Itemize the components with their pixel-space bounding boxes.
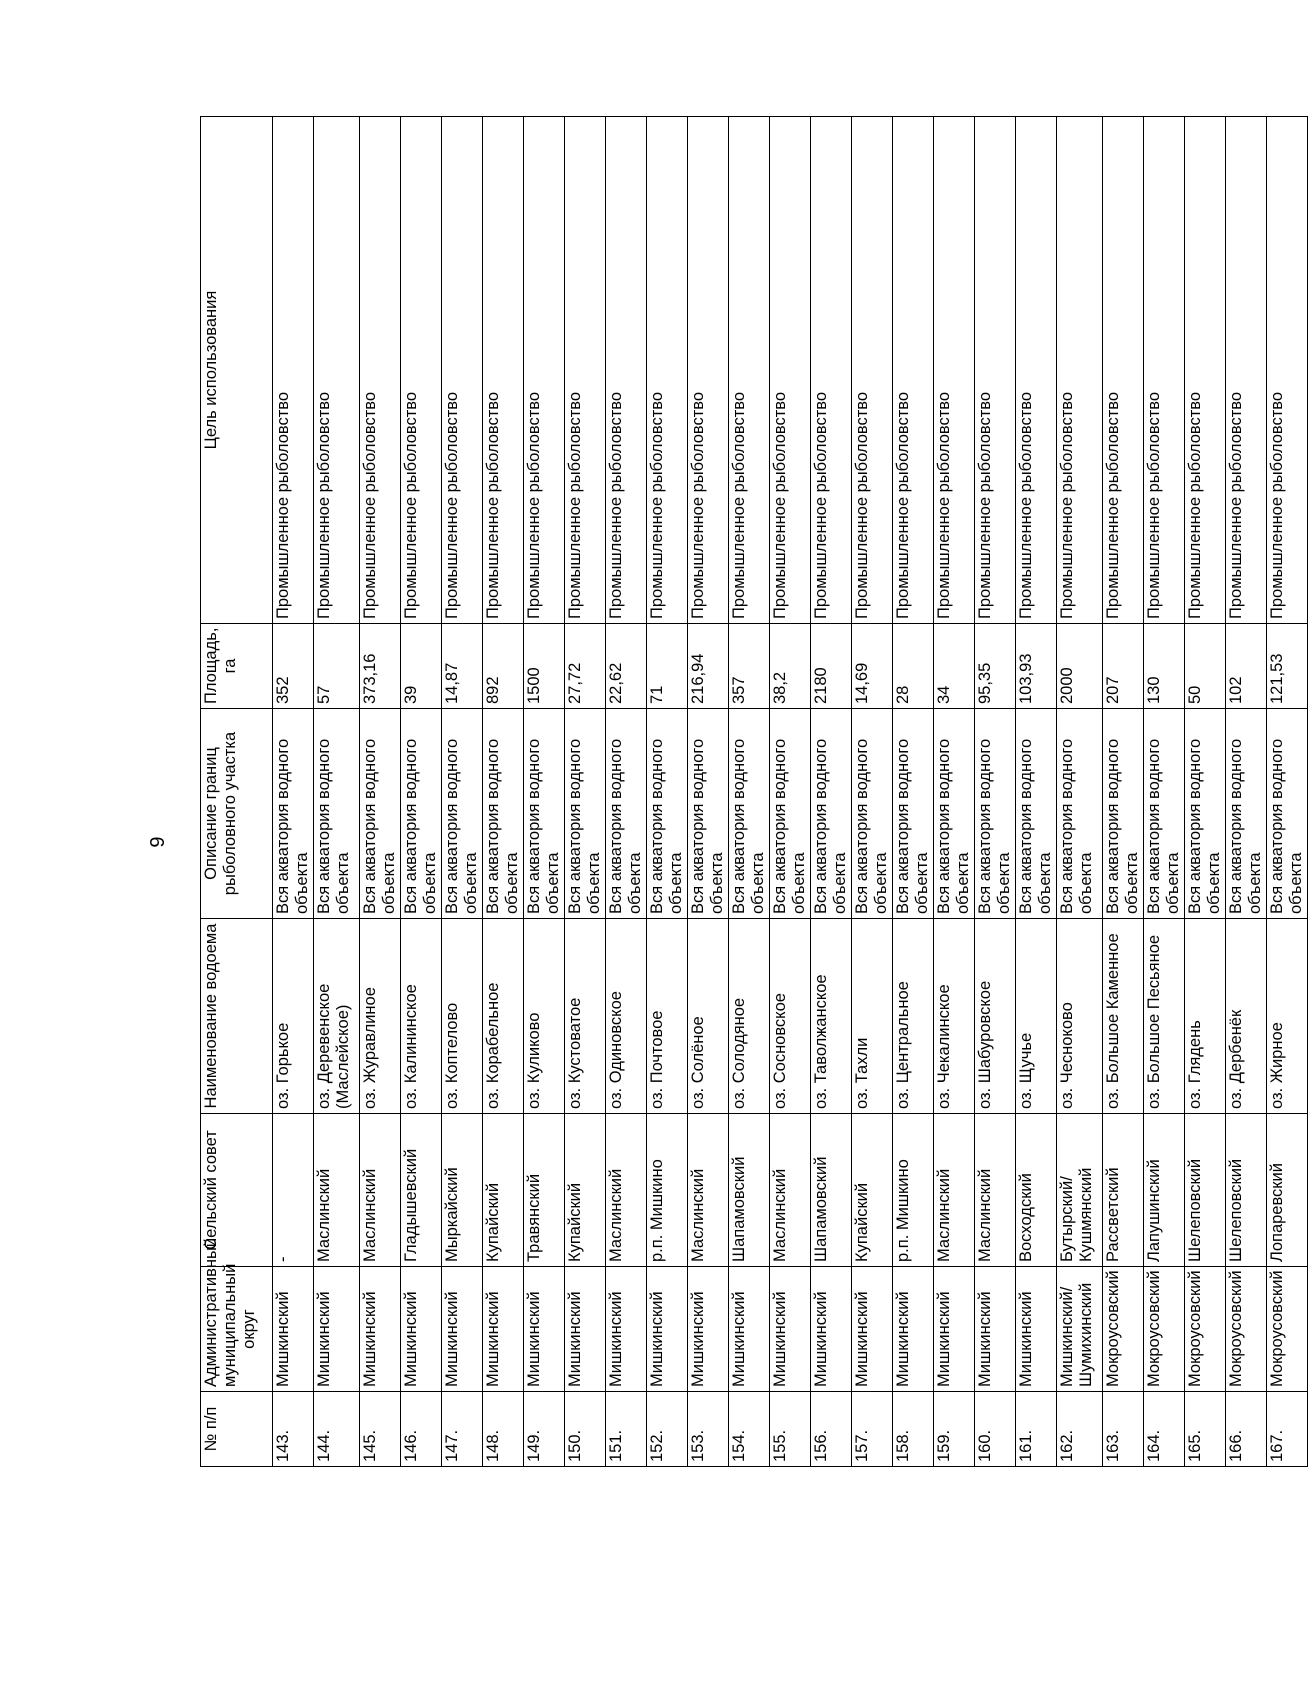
cell-purpose: Промышленное рыболовство — [314, 117, 360, 624]
cell-water-body-name: оз. Шабуровское — [975, 919, 1016, 1114]
cell-purpose: Промышленное рыболовство — [1267, 117, 1308, 624]
cell-boundary-description: Вся акватория водного объекта — [975, 709, 1016, 919]
cell-village-council: Травянский — [524, 1114, 565, 1267]
cell-area: 39 — [401, 624, 442, 709]
cell-village-council: Маслинский — [770, 1114, 811, 1267]
cell-area: 103,93 — [1016, 624, 1057, 709]
cell-boundary-description: Вся акватория водного объекта — [565, 709, 606, 919]
cell-boundary-description: Вся акватория водного объекта — [811, 709, 852, 919]
cell-number: 150. — [565, 1392, 606, 1467]
cell-admin-district: Мокроусовский — [1103, 1267, 1144, 1392]
cell-admin-district: Мишкинский — [483, 1267, 524, 1392]
table-row — [483, 117, 524, 1467]
cell-water-body-name: оз. Деревенское (Маслейское) — [314, 919, 360, 1114]
cell-water-body-name: оз. Щучье — [1016, 919, 1057, 1114]
cell-number: 153. — [688, 1392, 729, 1467]
cell-area: 57 — [314, 624, 360, 709]
cell-number: 157. — [852, 1392, 893, 1467]
cell-water-body-name: оз. Жирное — [1267, 919, 1308, 1114]
cell-boundary-description: Вся акватория водного объекта — [314, 709, 360, 919]
cell-area: 892 — [483, 624, 524, 709]
cell-water-body-name: оз. Журавлиное — [360, 919, 401, 1114]
table-header — [201, 117, 273, 1467]
cell-admin-district: Мишкинский — [606, 1267, 647, 1392]
cell-village-council: Маслинский — [314, 1114, 360, 1267]
cell-area: 50 — [1185, 624, 1226, 709]
table-row — [975, 117, 1016, 1467]
cell-admin-district: Мишкинский — [565, 1267, 606, 1392]
cell-purpose: Промышленное рыболовство — [565, 117, 606, 624]
cell-village-council: Маслинский — [688, 1114, 729, 1267]
table-row — [314, 117, 360, 1467]
cell-purpose: Промышленное рыболовство — [483, 117, 524, 624]
cell-number: 148. — [483, 1392, 524, 1467]
cell-area: 1500 — [524, 624, 565, 709]
cell-area: 14,69 — [852, 624, 893, 709]
table-row — [729, 117, 770, 1467]
cell-purpose: Промышленное рыболовство — [1057, 117, 1103, 624]
cell-purpose: Промышленное рыболовство — [524, 117, 565, 624]
table-row — [1057, 117, 1103, 1467]
cell-boundary-description: Вся акватория водного объекта — [852, 709, 893, 919]
cell-number: 144. — [314, 1392, 360, 1467]
cell-number: 149. — [524, 1392, 565, 1467]
cell-admin-district: Мишкинский — [1016, 1267, 1057, 1392]
header-boundary-description: Описание границ рыболовного участка — [201, 709, 273, 919]
cell-number: 152. — [647, 1392, 688, 1467]
cell-water-body-name: оз. Чекалинское — [934, 919, 975, 1114]
cell-number: 143. — [273, 1392, 314, 1467]
cell-boundary-description: Вся акватория водного объекта — [1016, 709, 1057, 919]
cell-admin-district: Мишкинский — [314, 1267, 360, 1392]
cell-purpose: Промышленное рыболовство — [1185, 117, 1226, 624]
cell-purpose: Промышленное рыболовство — [1103, 117, 1144, 624]
cell-area: 27,72 — [565, 624, 606, 709]
cell-admin-district: Мишкинский — [893, 1267, 934, 1392]
cell-number: 161. — [1016, 1392, 1057, 1467]
cell-area: 28 — [893, 624, 934, 709]
cell-water-body-name: оз. Центральное — [893, 919, 934, 1114]
cell-village-council: Восходский — [1016, 1114, 1057, 1267]
cell-admin-district: Мокроусовский — [1267, 1267, 1308, 1392]
header-number: № п/п — [201, 1392, 273, 1467]
cell-purpose: Промышленное рыболовство — [852, 117, 893, 624]
table-row — [524, 117, 565, 1467]
cell-water-body-name: оз. Дербенёк — [1226, 919, 1267, 1114]
cell-village-council: Лапушинский — [1144, 1114, 1185, 1267]
cell-admin-district: Мишкинский — [688, 1267, 729, 1392]
table-row — [273, 117, 314, 1467]
cell-water-body-name: оз. Тахли — [852, 919, 893, 1114]
cell-number: 166. — [1226, 1392, 1267, 1467]
cell-area: 2000 — [1057, 624, 1103, 709]
cell-admin-district: Мишкинский — [852, 1267, 893, 1392]
cell-boundary-description: Вся акватория водного объекта — [770, 709, 811, 919]
cell-admin-district: Мокроусовский — [1144, 1267, 1185, 1392]
cell-boundary-description: Вся акватория водного объекта — [1267, 709, 1308, 919]
cell-number: 154. — [729, 1392, 770, 1467]
cell-water-body-name: оз. Солодяное — [729, 919, 770, 1114]
cell-number: 156. — [811, 1392, 852, 1467]
cell-area: 207 — [1103, 624, 1144, 709]
cell-number: 164. — [1144, 1392, 1185, 1467]
fishing-areas-table — [200, 116, 1308, 1467]
cell-number: 160. — [975, 1392, 1016, 1467]
cell-boundary-description: Вся акватория водного объекта — [1103, 709, 1144, 919]
cell-admin-district: Мокроусовский — [1185, 1267, 1226, 1392]
cell-water-body-name: оз. Таволжанское — [811, 919, 852, 1114]
cell-admin-district: Мишкинский/ Шумихинский — [1057, 1267, 1103, 1392]
cell-village-council: Лопаревский — [1267, 1114, 1308, 1267]
cell-area: 22,62 — [606, 624, 647, 709]
cell-village-council: Бутырский/Кушмянский — [1057, 1114, 1103, 1267]
cell-purpose: Промышленное рыболовство — [975, 117, 1016, 624]
cell-purpose: Промышленное рыболовство — [1016, 117, 1057, 624]
table-row — [688, 117, 729, 1467]
cell-area: 357 — [729, 624, 770, 709]
cell-area: 95,35 — [975, 624, 1016, 709]
cell-village-council: Купайский — [565, 1114, 606, 1267]
cell-village-council: Шапамовский — [729, 1114, 770, 1267]
table-row — [893, 117, 934, 1467]
cell-area: 14,87 — [442, 624, 483, 709]
cell-admin-district: Мишкинский — [975, 1267, 1016, 1392]
cell-number: 167. — [1267, 1392, 1308, 1467]
table-row — [1016, 117, 1057, 1467]
cell-water-body-name: оз. Калининское — [401, 919, 442, 1114]
cell-village-council: Гладышевский — [401, 1114, 442, 1267]
cell-boundary-description: Вся акватория водного объекта — [1057, 709, 1103, 919]
cell-area: 373,16 — [360, 624, 401, 709]
cell-water-body-name: оз. Корабельное — [483, 919, 524, 1114]
cell-number: 162. — [1057, 1392, 1103, 1467]
table-row — [360, 117, 401, 1467]
header-admin-district: Административный муниципальный округ — [201, 1267, 273, 1392]
cell-area: 130 — [1144, 624, 1185, 709]
cell-purpose: Промышленное рыболовство — [442, 117, 483, 624]
table-row — [1185, 117, 1226, 1467]
cell-village-council: Шапамовский — [811, 1114, 852, 1267]
cell-area: 34 — [934, 624, 975, 709]
cell-admin-district: Мишкинский — [934, 1267, 975, 1392]
cell-village-council: р.п. Мишкино — [647, 1114, 688, 1267]
table-row — [565, 117, 606, 1467]
cell-village-council: Купайский — [852, 1114, 893, 1267]
cell-boundary-description: Вся акватория водного объекта — [360, 709, 401, 919]
header-row — [201, 117, 273, 1467]
cell-water-body-name: оз. Сосновское — [770, 919, 811, 1114]
cell-village-council: Мыркайский — [442, 1114, 483, 1267]
cell-purpose: Промышленное рыболовство — [401, 117, 442, 624]
cell-water-body-name: оз. Горькое — [273, 919, 314, 1114]
cell-boundary-description: Вся акватория водного объекта — [483, 709, 524, 919]
cell-boundary-description: Вся акватория водного объекта — [524, 709, 565, 919]
table-row — [442, 117, 483, 1467]
cell-water-body-name: оз. Одиновское — [606, 919, 647, 1114]
cell-number: 151. — [606, 1392, 647, 1467]
cell-number: 159. — [934, 1392, 975, 1467]
cell-boundary-description: Вся акватория водного объекта — [1185, 709, 1226, 919]
cell-village-council: Маслинский — [606, 1114, 647, 1267]
cell-purpose: Промышленное рыболовство — [811, 117, 852, 624]
cell-water-body-name: оз. Куликово — [524, 919, 565, 1114]
cell-boundary-description: Вся акватория водного объекта — [647, 709, 688, 919]
cell-area: 71 — [647, 624, 688, 709]
cell-number: 165. — [1185, 1392, 1226, 1467]
cell-number: 155. — [770, 1392, 811, 1467]
table-row — [1267, 117, 1308, 1467]
cell-purpose: Промышленное рыболовство — [770, 117, 811, 624]
cell-admin-district: Мишкинский — [770, 1267, 811, 1392]
cell-area: 102 — [1226, 624, 1267, 709]
cell-admin-district: Мишкинский — [811, 1267, 852, 1392]
table-row — [852, 117, 893, 1467]
cell-purpose: Промышленное рыболовство — [1226, 117, 1267, 624]
cell-boundary-description: Вся акватория водного объекта — [1144, 709, 1185, 919]
cell-admin-district: Мишкинский — [647, 1267, 688, 1392]
cell-boundary-description: Вся акватория водного объекта — [401, 709, 442, 919]
cell-admin-district: Мишкинский — [401, 1267, 442, 1392]
cell-area: 2180 — [811, 624, 852, 709]
cell-area: 38,2 — [770, 624, 811, 709]
cell-area: 352 — [273, 624, 314, 709]
table-row — [811, 117, 852, 1467]
cell-number: 158. — [893, 1392, 934, 1467]
cell-boundary-description: Вся акватория водного объекта — [1226, 709, 1267, 919]
cell-number: 146. — [401, 1392, 442, 1467]
cell-village-council: Маслинский — [360, 1114, 401, 1267]
cell-water-body-name: оз. Большое Песьяное — [1144, 919, 1185, 1114]
cell-purpose: Промышленное рыболовство — [893, 117, 934, 624]
cell-number: 163. — [1103, 1392, 1144, 1467]
cell-number: 145. — [360, 1392, 401, 1467]
cell-admin-district: Мишкинский — [524, 1267, 565, 1392]
cell-village-council: Маслинский — [975, 1114, 1016, 1267]
page-number: 9 — [147, 836, 169, 848]
table-row — [647, 117, 688, 1467]
rotated-table-container — [200, 117, 1305, 1467]
cell-purpose: Промышленное рыболовство — [934, 117, 975, 624]
table-row — [1103, 117, 1144, 1467]
cell-purpose: Промышленное рыболовство — [606, 117, 647, 624]
cell-water-body-name: оз. Солёное — [688, 919, 729, 1114]
cell-admin-district: Мишкинский — [273, 1267, 314, 1392]
cell-admin-district: Мишкинский — [360, 1267, 401, 1392]
cell-purpose: Промышленное рыболовство — [360, 117, 401, 624]
header-water-body-name: Наименование водоема — [201, 919, 273, 1114]
cell-village-council: Шелеповский — [1226, 1114, 1267, 1267]
cell-village-council: - — [273, 1114, 314, 1267]
cell-purpose: Промышленное рыболовство — [729, 117, 770, 624]
table-row — [1226, 117, 1267, 1467]
table-row — [1144, 117, 1185, 1467]
cell-purpose: Промышленное рыболовство — [273, 117, 314, 624]
cell-water-body-name: оз. Чесноково — [1057, 919, 1103, 1114]
table-body — [273, 117, 1308, 1467]
cell-boundary-description: Вся акватория водного объекта — [688, 709, 729, 919]
cell-boundary-description: Вся акватория водного объекта — [893, 709, 934, 919]
cell-water-body-name: оз. Глядень — [1185, 919, 1226, 1114]
cell-boundary-description: Вся акватория водного объекта — [934, 709, 975, 919]
cell-water-body-name: оз. Кустоватое — [565, 919, 606, 1114]
cell-village-council: Маслинский — [934, 1114, 975, 1267]
cell-boundary-description: Вся акватория водного объекта — [729, 709, 770, 919]
cell-village-council: р.п. Мишкино — [893, 1114, 934, 1267]
cell-boundary-description: Вся акватория водного объекта — [273, 709, 314, 919]
cell-boundary-description: Вся акватория водного объекта — [606, 709, 647, 919]
table-row — [401, 117, 442, 1467]
cell-area: 121,53 — [1267, 624, 1308, 709]
cell-water-body-name: оз. Большое Каменное — [1103, 919, 1144, 1114]
table-row — [934, 117, 975, 1467]
cell-area: 216,94 — [688, 624, 729, 709]
cell-admin-district: Мокроусовский — [1226, 1267, 1267, 1392]
cell-purpose: Промышленное рыболовство — [1144, 117, 1185, 624]
cell-water-body-name: оз. Коптелово — [442, 919, 483, 1114]
table-row — [606, 117, 647, 1467]
cell-boundary-description: Вся акватория водного объекта — [442, 709, 483, 919]
cell-village-council: Шелеповский — [1185, 1114, 1226, 1267]
cell-admin-district: Мишкинский — [729, 1267, 770, 1392]
cell-village-council: Купайский — [483, 1114, 524, 1267]
cell-number: 147. — [442, 1392, 483, 1467]
cell-water-body-name: оз. Почтовое — [647, 919, 688, 1114]
header-purpose: Цель использования — [201, 117, 273, 624]
table-row — [770, 117, 811, 1467]
header-area: Площадь, га — [201, 624, 273, 709]
cell-village-council: Рассветский — [1103, 1114, 1144, 1267]
cell-purpose: Промышленное рыболовство — [647, 117, 688, 624]
cell-purpose: Промышленное рыболовство — [688, 117, 729, 624]
header-village-council: Сельский совет — [201, 1114, 273, 1267]
cell-admin-district: Мишкинский — [442, 1267, 483, 1392]
